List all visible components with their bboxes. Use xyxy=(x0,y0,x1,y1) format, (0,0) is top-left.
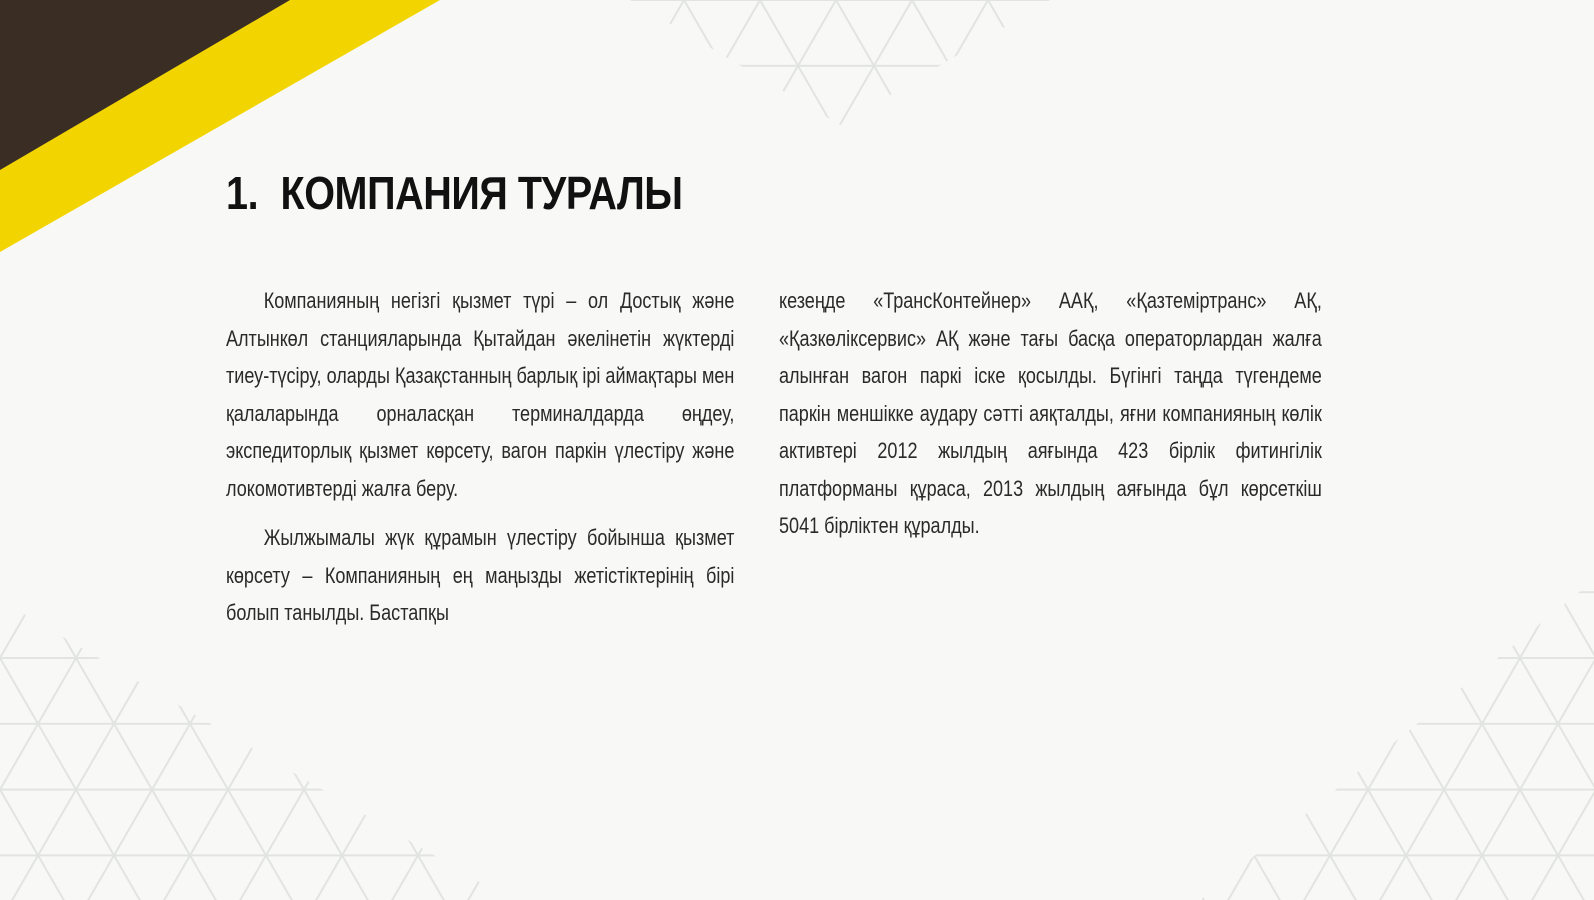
text-column-right xyxy=(779,282,1322,557)
heading-title: КОМПАНИЯ ТУРАЛЫ xyxy=(280,167,683,219)
triangle-pattern-bottom-right xyxy=(1200,580,1594,900)
triangle-pattern-bottom-left xyxy=(0,600,510,900)
paragraph: Компанияның негізгі қызмет түрі – ол Достық және Алтынкөл станцияларында Қытайдан әкелінетін жүктерді тиеу-түсіру, оларды Қазақстанның барлық ірі аймақтары мен қалаларында орналасқан терминалдарда өңдеу, экспедиторлық қызмет көрсету, вагон паркін үлестіру және локомотивтерді жалға беру. xyxy=(226,288,735,501)
paragraph: Жылжымалы жүк құрамын үлестіру бойынша қызмет көрсету – Компанияның ең маңызды жетістіктерінің бірі болып танылды. Бастапқы xyxy=(226,525,735,625)
heading-number: 1. xyxy=(226,167,259,219)
section-heading xyxy=(226,166,683,220)
text-column-left xyxy=(226,282,734,644)
triangle-pattern-top xyxy=(630,0,1050,125)
paragraph: кезеңде «ТрансКонтейнер» ААҚ, «Қазтеміртранс» АҚ, «Қазкөліксервис» АҚ және тағы басқа операторлардан жалға алынған вагон паркі іске қосылды. Бүгінгі таңда түгендеме паркін меншікке аудару сәтті аяқталды, яғни компанияның көлік активтері 2012 жылдың аяғында 423 бірлік фитингілік платформаны құраса, 2013 жылдың аяғында бұл көрсеткіш 5041 бірліктен құралды. xyxy=(779,288,1322,538)
